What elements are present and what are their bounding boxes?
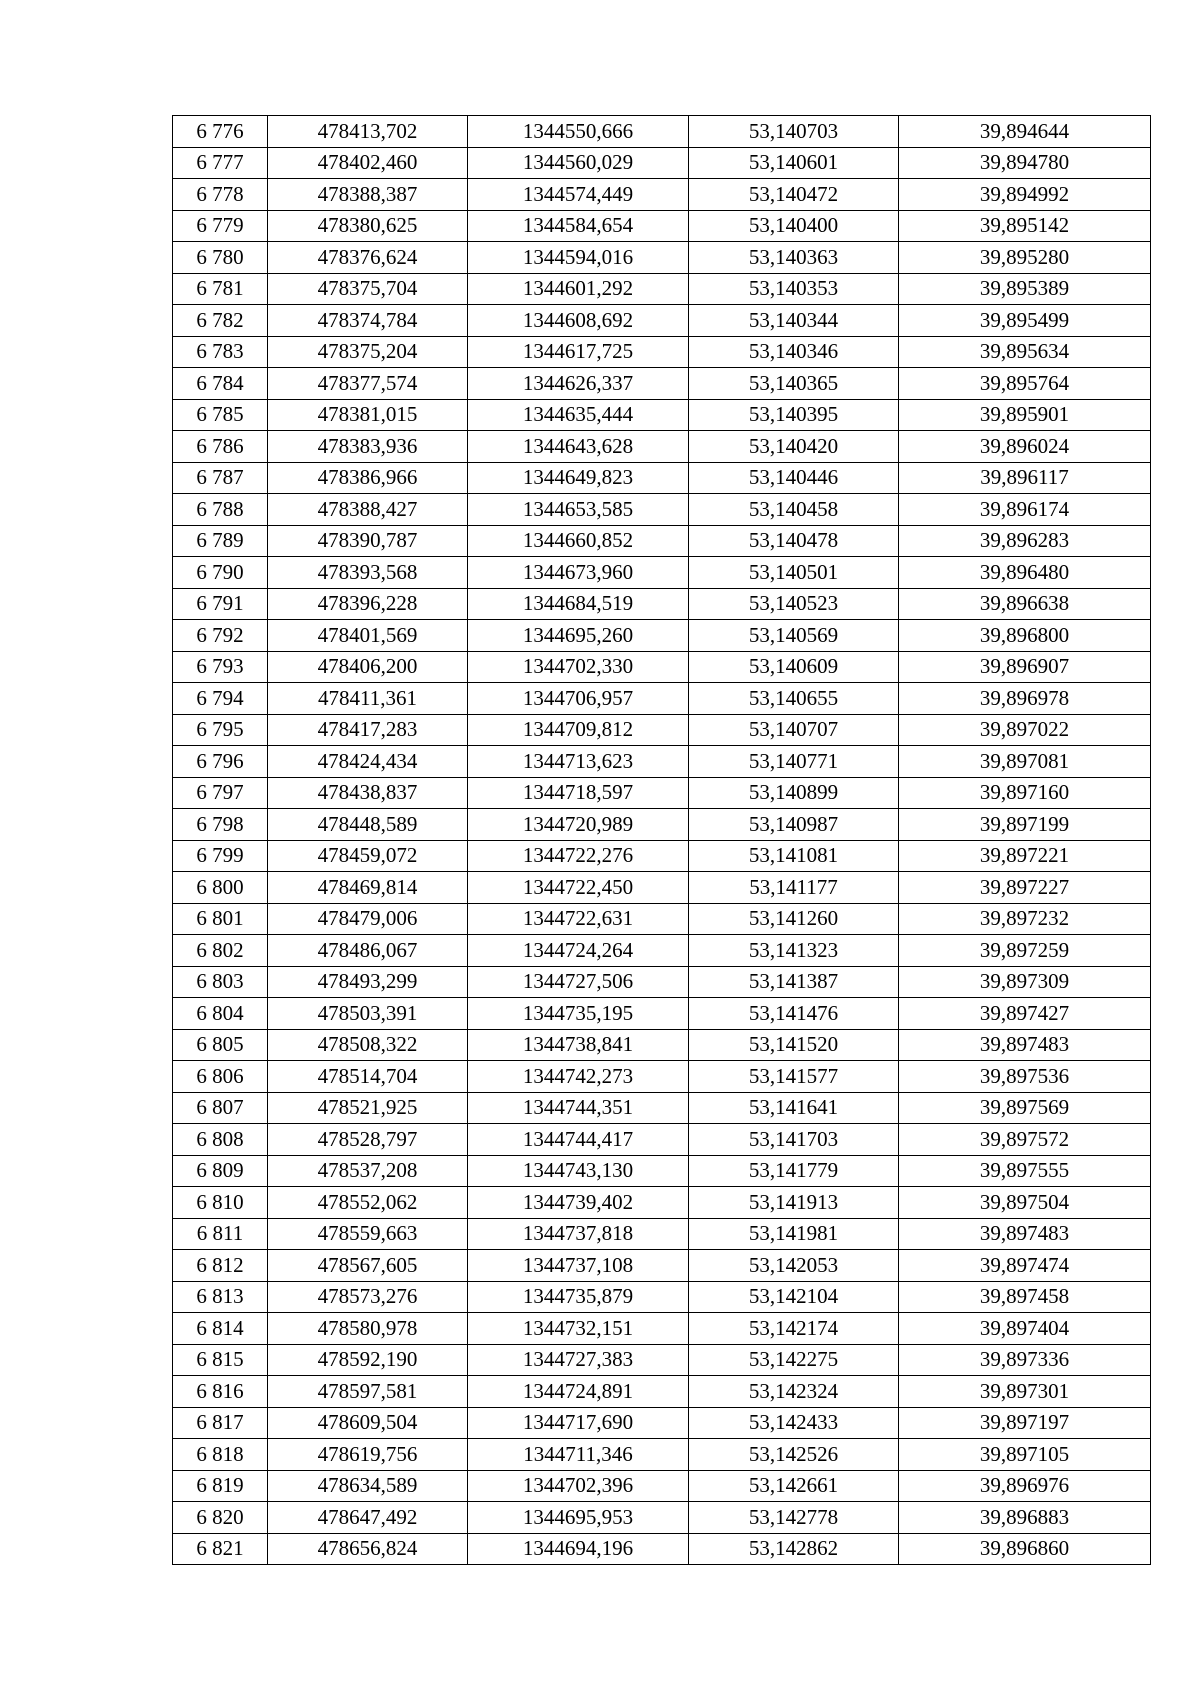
longitude-cell: 39,894992: [899, 179, 1151, 211]
latitude-cell: 53,140987: [689, 809, 899, 841]
x-coordinate-cell: 478396,228: [268, 588, 468, 620]
latitude-cell: 53,141779: [689, 1155, 899, 1187]
point-number-cell: 6 782: [173, 305, 268, 337]
point-number-cell: 6 803: [173, 966, 268, 998]
table-row: [173, 840, 1151, 872]
x-coordinate-cell: 478514,704: [268, 1061, 468, 1093]
table-row: [173, 966, 1151, 998]
x-coordinate-cell: 478493,299: [268, 966, 468, 998]
longitude-cell: 39,897572: [899, 1124, 1151, 1156]
longitude-cell: 39,894780: [899, 147, 1151, 179]
x-coordinate-cell: 478634,589: [268, 1470, 468, 1502]
x-coordinate-cell: 478377,574: [268, 368, 468, 400]
longitude-cell: 39,895142: [899, 210, 1151, 242]
longitude-cell: 39,897309: [899, 966, 1151, 998]
longitude-cell: 39,896883: [899, 1502, 1151, 1534]
table-row: [173, 1029, 1151, 1061]
y-coordinate-cell: 1344720,989: [468, 809, 689, 841]
point-number-cell: 6 814: [173, 1313, 268, 1345]
table-row: [173, 494, 1151, 526]
point-number-cell: 6 801: [173, 903, 268, 935]
table-row: [173, 935, 1151, 967]
longitude-cell: 39,896283: [899, 525, 1151, 557]
latitude-cell: 53,140703: [689, 116, 899, 148]
y-coordinate-cell: 1344717,690: [468, 1407, 689, 1439]
point-number-cell: 6 807: [173, 1092, 268, 1124]
x-coordinate-cell: 478438,837: [268, 777, 468, 809]
point-number-cell: 6 776: [173, 116, 268, 148]
longitude-cell: 39,897221: [899, 840, 1151, 872]
y-coordinate-cell: 1344649,823: [468, 462, 689, 494]
latitude-cell: 53,140344: [689, 305, 899, 337]
y-coordinate-cell: 1344743,130: [468, 1155, 689, 1187]
y-coordinate-cell: 1344594,016: [468, 242, 689, 274]
x-coordinate-cell: 478402,460: [268, 147, 468, 179]
y-coordinate-cell: 1344709,812: [468, 714, 689, 746]
point-number-cell: 6 818: [173, 1439, 268, 1471]
table-row: [173, 1407, 1151, 1439]
table-row: [173, 1218, 1151, 1250]
x-coordinate-cell: 478508,322: [268, 1029, 468, 1061]
longitude-cell: 39,897301: [899, 1376, 1151, 1408]
y-coordinate-cell: 1344732,151: [468, 1313, 689, 1345]
y-coordinate-cell: 1344660,852: [468, 525, 689, 557]
point-number-cell: 6 793: [173, 651, 268, 683]
x-coordinate-cell: 478406,200: [268, 651, 468, 683]
y-coordinate-cell: 1344711,346: [468, 1439, 689, 1471]
x-coordinate-cell: 478469,814: [268, 872, 468, 904]
latitude-cell: 53,141081: [689, 840, 899, 872]
latitude-cell: 53,140420: [689, 431, 899, 463]
y-coordinate-cell: 1344601,292: [468, 273, 689, 305]
table-row: [173, 1470, 1151, 1502]
point-number-cell: 6 813: [173, 1281, 268, 1313]
point-number-cell: 6 802: [173, 935, 268, 967]
x-coordinate-cell: 478521,925: [268, 1092, 468, 1124]
latitude-cell: 53,141641: [689, 1092, 899, 1124]
latitude-cell: 53,141703: [689, 1124, 899, 1156]
y-coordinate-cell: 1344727,383: [468, 1344, 689, 1376]
latitude-cell: 53,140478: [689, 525, 899, 557]
point-number-cell: 6 781: [173, 273, 268, 305]
x-coordinate-cell: 478479,006: [268, 903, 468, 935]
x-coordinate-cell: 478537,208: [268, 1155, 468, 1187]
latitude-cell: 53,142778: [689, 1502, 899, 1534]
table-row: [173, 588, 1151, 620]
longitude-cell: 39,896860: [899, 1533, 1151, 1565]
table-row: [173, 557, 1151, 589]
y-coordinate-cell: 1344702,330: [468, 651, 689, 683]
longitude-cell: 39,897483: [899, 1029, 1151, 1061]
table-row: [173, 1124, 1151, 1156]
x-coordinate-cell: 478567,605: [268, 1250, 468, 1282]
latitude-cell: 53,141387: [689, 966, 899, 998]
x-coordinate-cell: 478390,787: [268, 525, 468, 557]
point-number-cell: 6 779: [173, 210, 268, 242]
table-row: [173, 242, 1151, 274]
longitude-cell: 39,896024: [899, 431, 1151, 463]
x-coordinate-cell: 478503,391: [268, 998, 468, 1030]
y-coordinate-cell: 1344550,666: [468, 116, 689, 148]
longitude-cell: 39,897232: [899, 903, 1151, 935]
x-coordinate-cell: 478592,190: [268, 1344, 468, 1376]
table-row: [173, 746, 1151, 778]
table-row: [173, 651, 1151, 683]
latitude-cell: 53,140655: [689, 683, 899, 715]
point-number-cell: 6 809: [173, 1155, 268, 1187]
y-coordinate-cell: 1344635,444: [468, 399, 689, 431]
table-row: [173, 273, 1151, 305]
point-number-cell: 6 810: [173, 1187, 268, 1219]
latitude-cell: 53,141260: [689, 903, 899, 935]
x-coordinate-cell: 478486,067: [268, 935, 468, 967]
table-row: [173, 525, 1151, 557]
point-number-cell: 6 798: [173, 809, 268, 841]
latitude-cell: 53,141323: [689, 935, 899, 967]
x-coordinate-cell: 478417,283: [268, 714, 468, 746]
x-coordinate-cell: 478597,581: [268, 1376, 468, 1408]
longitude-cell: 39,897474: [899, 1250, 1151, 1282]
table-row: [173, 147, 1151, 179]
latitude-cell: 53,142862: [689, 1533, 899, 1565]
y-coordinate-cell: 1344722,276: [468, 840, 689, 872]
x-coordinate-cell: 478559,663: [268, 1218, 468, 1250]
longitude-cell: 39,897105: [899, 1439, 1151, 1471]
x-coordinate-cell: 478573,276: [268, 1281, 468, 1313]
table-row: [173, 683, 1151, 715]
table-row: [173, 1533, 1151, 1565]
longitude-cell: 39,897199: [899, 809, 1151, 841]
point-number-cell: 6 777: [173, 147, 268, 179]
latitude-cell: 53,140472: [689, 179, 899, 211]
point-number-cell: 6 805: [173, 1029, 268, 1061]
table-row: [173, 1376, 1151, 1408]
table-row: [173, 1092, 1151, 1124]
latitude-cell: 53,141476: [689, 998, 899, 1030]
longitude-cell: 39,895901: [899, 399, 1151, 431]
point-number-cell: 6 789: [173, 525, 268, 557]
latitude-cell: 53,142104: [689, 1281, 899, 1313]
table-row: [173, 1439, 1151, 1471]
x-coordinate-cell: 478647,492: [268, 1502, 468, 1534]
table-row: [173, 1061, 1151, 1093]
latitude-cell: 53,140363: [689, 242, 899, 274]
y-coordinate-cell: 1344702,396: [468, 1470, 689, 1502]
longitude-cell: 39,896480: [899, 557, 1151, 589]
point-number-cell: 6 800: [173, 872, 268, 904]
latitude-cell: 53,140446: [689, 462, 899, 494]
point-number-cell: 6 816: [173, 1376, 268, 1408]
table-row: [173, 809, 1151, 841]
latitude-cell: 53,140609: [689, 651, 899, 683]
table-row: [173, 903, 1151, 935]
y-coordinate-cell: 1344727,506: [468, 966, 689, 998]
longitude-cell: 39,897081: [899, 746, 1151, 778]
longitude-cell: 39,897022: [899, 714, 1151, 746]
y-coordinate-cell: 1344653,585: [468, 494, 689, 526]
longitude-cell: 39,896907: [899, 651, 1151, 683]
point-number-cell: 6 795: [173, 714, 268, 746]
x-coordinate-cell: 478375,204: [268, 336, 468, 368]
table-row: [173, 1502, 1151, 1534]
longitude-cell: 39,896638: [899, 588, 1151, 620]
point-number-cell: 6 817: [173, 1407, 268, 1439]
point-number-cell: 6 797: [173, 777, 268, 809]
y-coordinate-cell: 1344718,597: [468, 777, 689, 809]
latitude-cell: 53,140523: [689, 588, 899, 620]
longitude-cell: 39,897227: [899, 872, 1151, 904]
coordinates-table-body: [173, 116, 1151, 1565]
table-row: [173, 620, 1151, 652]
x-coordinate-cell: 478619,756: [268, 1439, 468, 1471]
coordinates-table: [172, 115, 1151, 1565]
latitude-cell: 53,140601: [689, 147, 899, 179]
table-row: [173, 399, 1151, 431]
point-number-cell: 6 821: [173, 1533, 268, 1565]
x-coordinate-cell: 478383,936: [268, 431, 468, 463]
longitude-cell: 39,896800: [899, 620, 1151, 652]
table-row: [173, 714, 1151, 746]
x-coordinate-cell: 478386,966: [268, 462, 468, 494]
latitude-cell: 53,140395: [689, 399, 899, 431]
x-coordinate-cell: 478411,361: [268, 683, 468, 715]
x-coordinate-cell: 478381,015: [268, 399, 468, 431]
point-number-cell: 6 790: [173, 557, 268, 589]
point-number-cell: 6 819: [173, 1470, 268, 1502]
point-number-cell: 6 786: [173, 431, 268, 463]
y-coordinate-cell: 1344737,108: [468, 1250, 689, 1282]
latitude-cell: 53,141981: [689, 1218, 899, 1250]
longitude-cell: 39,897483: [899, 1218, 1151, 1250]
y-coordinate-cell: 1344617,725: [468, 336, 689, 368]
y-coordinate-cell: 1344744,351: [468, 1092, 689, 1124]
y-coordinate-cell: 1344744,417: [468, 1124, 689, 1156]
point-number-cell: 6 783: [173, 336, 268, 368]
x-coordinate-cell: 478552,062: [268, 1187, 468, 1219]
table-row: [173, 1281, 1151, 1313]
table-row: [173, 1250, 1151, 1282]
point-number-cell: 6 804: [173, 998, 268, 1030]
point-number-cell: 6 806: [173, 1061, 268, 1093]
latitude-cell: 53,140569: [689, 620, 899, 652]
y-coordinate-cell: 1344684,519: [468, 588, 689, 620]
latitude-cell: 53,142053: [689, 1250, 899, 1282]
point-number-cell: 6 811: [173, 1218, 268, 1250]
y-coordinate-cell: 1344735,195: [468, 998, 689, 1030]
longitude-cell: 39,896174: [899, 494, 1151, 526]
point-number-cell: 6 794: [173, 683, 268, 715]
x-coordinate-cell: 478388,427: [268, 494, 468, 526]
longitude-cell: 39,896117: [899, 462, 1151, 494]
y-coordinate-cell: 1344735,879: [468, 1281, 689, 1313]
y-coordinate-cell: 1344695,260: [468, 620, 689, 652]
latitude-cell: 53,142661: [689, 1470, 899, 1502]
x-coordinate-cell: 478374,784: [268, 305, 468, 337]
longitude-cell: 39,895389: [899, 273, 1151, 305]
y-coordinate-cell: 1344626,337: [468, 368, 689, 400]
longitude-cell: 39,895280: [899, 242, 1151, 274]
latitude-cell: 53,140899: [689, 777, 899, 809]
point-number-cell: 6 812: [173, 1250, 268, 1282]
y-coordinate-cell: 1344737,818: [468, 1218, 689, 1250]
point-number-cell: 6 815: [173, 1344, 268, 1376]
longitude-cell: 39,896978: [899, 683, 1151, 715]
table-row: [173, 1344, 1151, 1376]
point-number-cell: 6 780: [173, 242, 268, 274]
point-number-cell: 6 791: [173, 588, 268, 620]
table-row: [173, 998, 1151, 1030]
table-row: [173, 1313, 1151, 1345]
point-number-cell: 6 808: [173, 1124, 268, 1156]
table-row: [173, 179, 1151, 211]
y-coordinate-cell: 1344742,273: [468, 1061, 689, 1093]
point-number-cell: 6 820: [173, 1502, 268, 1534]
latitude-cell: 53,140707: [689, 714, 899, 746]
y-coordinate-cell: 1344643,628: [468, 431, 689, 463]
y-coordinate-cell: 1344738,841: [468, 1029, 689, 1061]
latitude-cell: 53,140501: [689, 557, 899, 589]
longitude-cell: 39,897569: [899, 1092, 1151, 1124]
longitude-cell: 39,897197: [899, 1407, 1151, 1439]
x-coordinate-cell: 478424,434: [268, 746, 468, 778]
y-coordinate-cell: 1344560,029: [468, 147, 689, 179]
latitude-cell: 53,140771: [689, 746, 899, 778]
point-number-cell: 6 787: [173, 462, 268, 494]
latitude-cell: 53,140400: [689, 210, 899, 242]
longitude-cell: 39,897458: [899, 1281, 1151, 1313]
y-coordinate-cell: 1344695,953: [468, 1502, 689, 1534]
x-coordinate-cell: 478459,072: [268, 840, 468, 872]
latitude-cell: 53,140365: [689, 368, 899, 400]
longitude-cell: 39,896976: [899, 1470, 1151, 1502]
y-coordinate-cell: 1344574,449: [468, 179, 689, 211]
table-row: [173, 872, 1151, 904]
point-number-cell: 6 784: [173, 368, 268, 400]
table-row: [173, 305, 1151, 337]
latitude-cell: 53,140353: [689, 273, 899, 305]
table-row: [173, 1187, 1151, 1219]
x-coordinate-cell: 478376,624: [268, 242, 468, 274]
x-coordinate-cell: 478528,797: [268, 1124, 468, 1156]
latitude-cell: 53,141577: [689, 1061, 899, 1093]
x-coordinate-cell: 478401,569: [268, 620, 468, 652]
longitude-cell: 39,897555: [899, 1155, 1151, 1187]
x-coordinate-cell: 478388,387: [268, 179, 468, 211]
table-row: [173, 210, 1151, 242]
table-row: [173, 116, 1151, 148]
longitude-cell: 39,897504: [899, 1187, 1151, 1219]
latitude-cell: 53,142324: [689, 1376, 899, 1408]
latitude-cell: 53,141177: [689, 872, 899, 904]
y-coordinate-cell: 1344673,960: [468, 557, 689, 589]
table-row: [173, 336, 1151, 368]
latitude-cell: 53,141520: [689, 1029, 899, 1061]
longitude-cell: 39,894644: [899, 116, 1151, 148]
longitude-cell: 39,897427: [899, 998, 1151, 1030]
y-coordinate-cell: 1344739,402: [468, 1187, 689, 1219]
latitude-cell: 53,142174: [689, 1313, 899, 1345]
y-coordinate-cell: 1344608,692: [468, 305, 689, 337]
longitude-cell: 39,895764: [899, 368, 1151, 400]
x-coordinate-cell: 478380,625: [268, 210, 468, 242]
x-coordinate-cell: 478656,824: [268, 1533, 468, 1565]
longitude-cell: 39,897536: [899, 1061, 1151, 1093]
y-coordinate-cell: 1344706,957: [468, 683, 689, 715]
y-coordinate-cell: 1344713,623: [468, 746, 689, 778]
y-coordinate-cell: 1344584,654: [468, 210, 689, 242]
x-coordinate-cell: 478448,589: [268, 809, 468, 841]
table-row: [173, 777, 1151, 809]
point-number-cell: 6 792: [173, 620, 268, 652]
x-coordinate-cell: 478413,702: [268, 116, 468, 148]
point-number-cell: 6 796: [173, 746, 268, 778]
x-coordinate-cell: 478580,978: [268, 1313, 468, 1345]
y-coordinate-cell: 1344722,450: [468, 872, 689, 904]
point-number-cell: 6 785: [173, 399, 268, 431]
x-coordinate-cell: 478609,504: [268, 1407, 468, 1439]
latitude-cell: 53,142275: [689, 1344, 899, 1376]
y-coordinate-cell: 1344694,196: [468, 1533, 689, 1565]
longitude-cell: 39,897404: [899, 1313, 1151, 1345]
x-coordinate-cell: 478375,704: [268, 273, 468, 305]
table-row: [173, 462, 1151, 494]
point-number-cell: 6 778: [173, 179, 268, 211]
y-coordinate-cell: 1344724,891: [468, 1376, 689, 1408]
latitude-cell: 53,140458: [689, 494, 899, 526]
latitude-cell: 53,142526: [689, 1439, 899, 1471]
longitude-cell: 39,897160: [899, 777, 1151, 809]
point-number-cell: 6 788: [173, 494, 268, 526]
latitude-cell: 53,140346: [689, 336, 899, 368]
longitude-cell: 39,895634: [899, 336, 1151, 368]
point-number-cell: 6 799: [173, 840, 268, 872]
latitude-cell: 53,142433: [689, 1407, 899, 1439]
x-coordinate-cell: 478393,568: [268, 557, 468, 589]
latitude-cell: 53,141913: [689, 1187, 899, 1219]
y-coordinate-cell: 1344722,631: [468, 903, 689, 935]
table-row: [173, 368, 1151, 400]
longitude-cell: 39,897336: [899, 1344, 1151, 1376]
longitude-cell: 39,895499: [899, 305, 1151, 337]
y-coordinate-cell: 1344724,264: [468, 935, 689, 967]
table-row: [173, 1155, 1151, 1187]
longitude-cell: 39,897259: [899, 935, 1151, 967]
table-row: [173, 431, 1151, 463]
